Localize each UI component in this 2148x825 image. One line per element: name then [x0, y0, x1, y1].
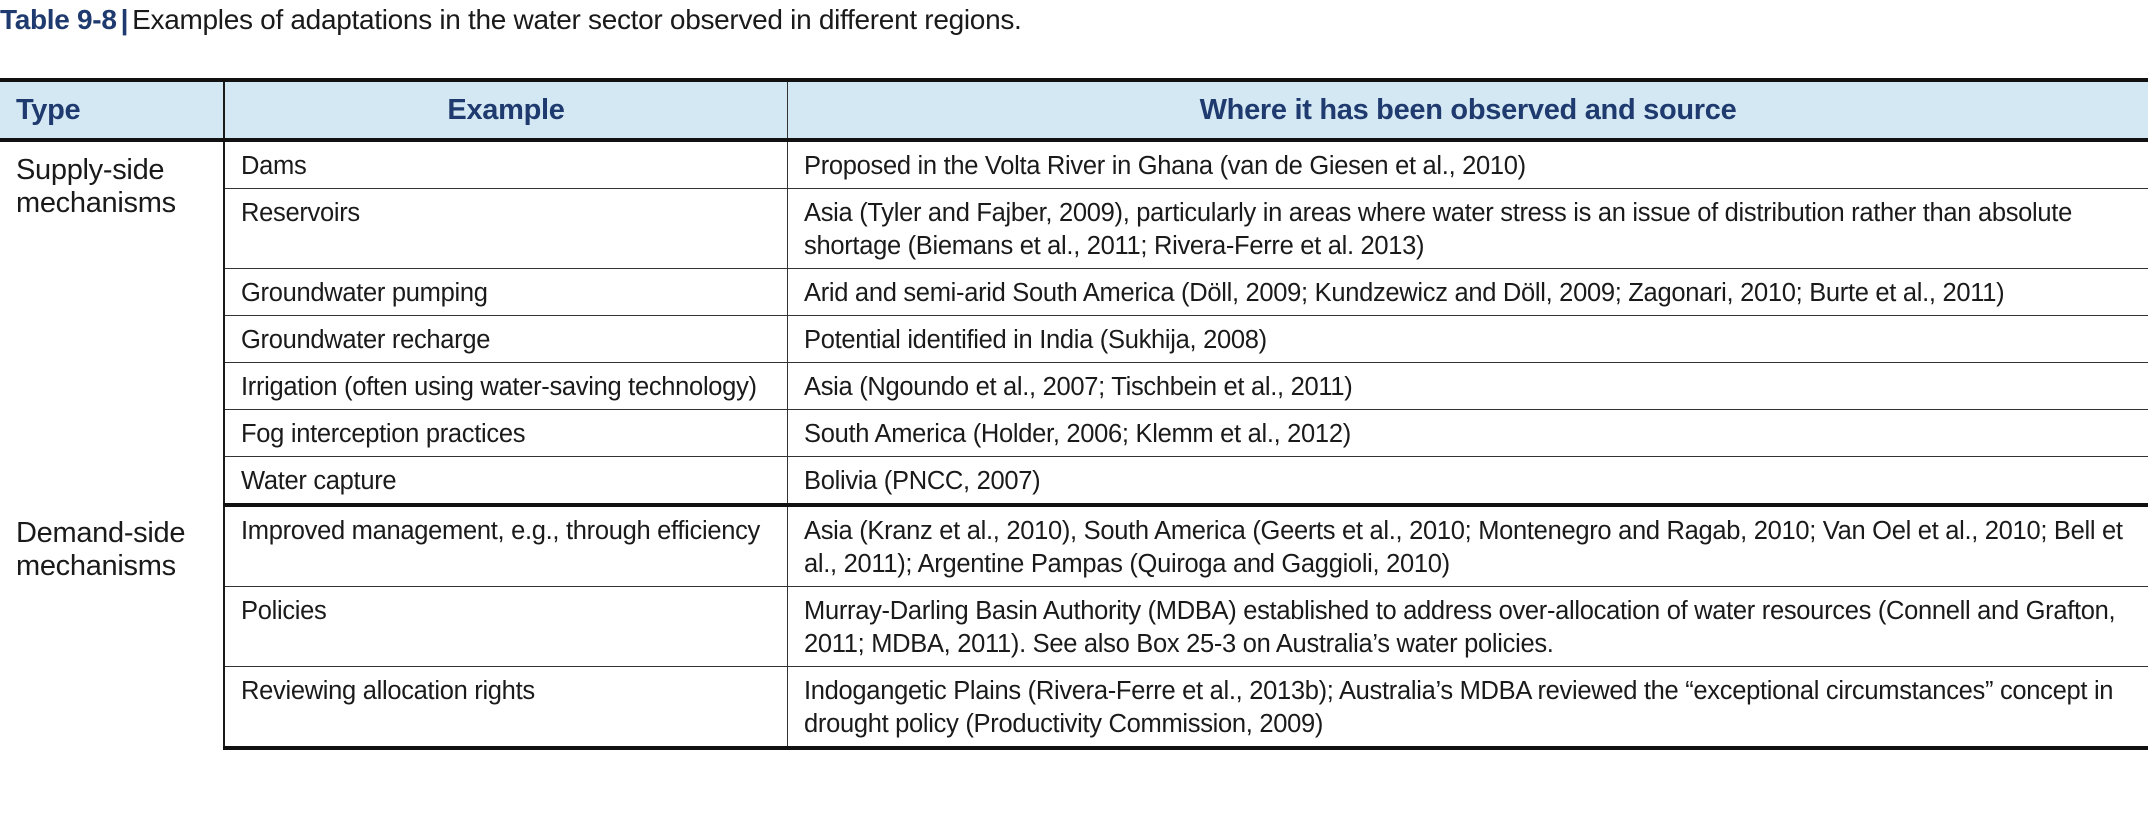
table-row — [0, 316, 2148, 363]
example-cell: Groundwater pumping — [224, 269, 788, 316]
table-row — [0, 505, 2148, 587]
source-cell: Asia (Tyler and Fajber, 2009), particularly in areas where water stress is an issue of distribution rather than absolute shortage (Biemans et al., 2011; Rivera-Ferre et al. 2013) — [788, 189, 2148, 269]
table-body — [0, 140, 2148, 748]
type-cell: Demand-side mechanisms — [16, 517, 186, 582]
source-cell: Potential identified in India (Sukhija, 2008) — [788, 316, 2148, 363]
table-row — [0, 189, 2148, 269]
table-row — [0, 457, 2148, 506]
source-cell: Arid and semi-arid South America (Döll, 2009; Kundzewicz and Döll, 2009; Zagonari, 2010; Burte et al., 2011) — [788, 269, 2148, 316]
adaptations-table — [0, 78, 2148, 750]
example-cell: Fog interception practices — [224, 410, 788, 457]
table-row — [0, 140, 2148, 189]
table-row — [0, 363, 2148, 410]
source-cell: Asia (Kranz et al., 2010), South America (Geerts et al., 2010; Montenegro and Ragab, 2010; Van Oel et al., 2010; Bell et al., 2011); Argentine Pampas (Quiroga and Gaggioli, 2010) — [788, 505, 2148, 587]
header-example: Example — [224, 80, 788, 140]
example-cell: Irrigation (often using water-saving technology) — [224, 363, 788, 410]
source-cell: Bolivia (PNCC, 2007) — [788, 457, 2148, 506]
caption-separator: | — [120, 4, 129, 35]
caption-text: Examples of adaptations in the water sector observed in different regions. — [132, 4, 1022, 35]
header-source: Where it has been observed and source — [788, 80, 2148, 140]
example-cell: Policies — [224, 587, 788, 667]
source-cell: Proposed in the Volta River in Ghana (van de Giesen et al., 2010) — [788, 140, 2148, 189]
example-cell: Dams — [224, 140, 788, 189]
source-cell: Asia (Ngoundo et al., 2007; Tischbein et al., 2011) — [788, 363, 2148, 410]
table-row — [0, 269, 2148, 316]
example-cell: Improved management, e.g., through efficiency — [224, 505, 788, 587]
example-cell: Water capture — [224, 457, 788, 506]
table-number: Table 9-8 — [0, 4, 117, 35]
table-header — [0, 80, 2148, 140]
table-row — [0, 667, 2148, 749]
example-cell: Reviewing allocation rights — [224, 667, 788, 749]
source-cell: South America (Holder, 2006; Klemm et al., 2012) — [788, 410, 2148, 457]
example-cell: Groundwater recharge — [224, 316, 788, 363]
header-row — [0, 80, 2148, 140]
example-cell: Reservoirs — [224, 189, 788, 269]
source-cell: Murray-Darling Basin Authority (MDBA) established to address over-allocation of water resources (Connell and Grafton, 2011; MDBA, 2011). See also Box 25-3 on Australia’s water policies. — [788, 587, 2148, 667]
table-caption — [0, 2, 1022, 38]
source-cell: Indogangetic Plains (Rivera-Ferre et al., 2013b); Australia’s MDBA reviewed the “exceptional circumstances” concept in drought policy (Productivity Commission, 2009) — [788, 667, 2148, 749]
table-row — [0, 410, 2148, 457]
header-type: Type — [0, 80, 224, 140]
table-row — [0, 587, 2148, 667]
type-cell: Supply-side mechanisms — [16, 154, 176, 219]
